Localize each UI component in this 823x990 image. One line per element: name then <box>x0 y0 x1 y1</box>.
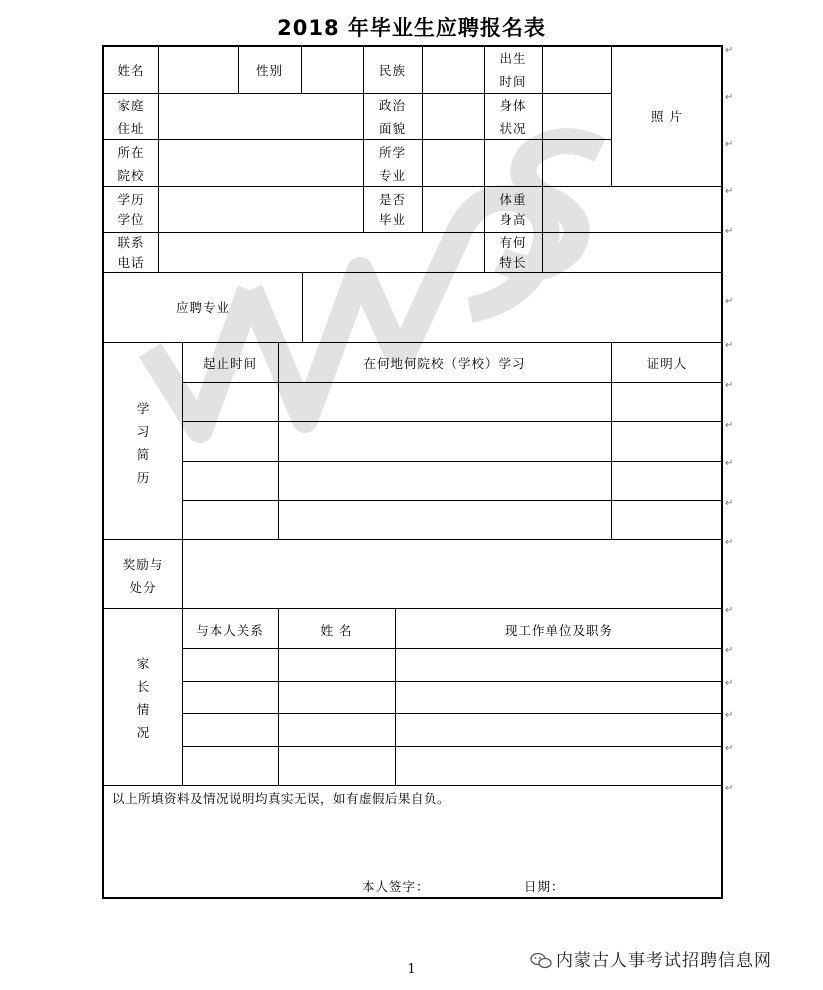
paragraph-mark: ↵ <box>725 498 734 509</box>
degree-field[interactable] <box>160 188 361 230</box>
paragraph-mark: ↵ <box>725 92 734 103</box>
ethnicity-label: 民族 <box>378 63 406 78</box>
major-label-line2: 专业 <box>378 168 406 183</box>
study-header-period: 起止时间 <box>202 356 257 371</box>
signature-label: 本人签字： <box>362 879 430 894</box>
paragraph-mark: ↵ <box>725 645 734 656</box>
ethnicity-field[interactable] <box>424 49 482 91</box>
political-label-line2: 面貌 <box>378 121 406 136</box>
paragraph-mark: ↵ <box>725 743 734 754</box>
home-label-line1: 家庭 <box>117 98 145 113</box>
health-label-line1: 身体 <box>499 98 527 113</box>
home-address-field[interactable] <box>160 95 361 137</box>
study-header-school: 在何地何院校（学校）学习 <box>363 356 526 371</box>
awards-field[interactable] <box>184 541 721 606</box>
paragraph-mark: ↵ <box>725 226 734 237</box>
bodyinfo-label-line1: 体重 <box>499 192 527 207</box>
family-row[interactable] <box>184 715 721 744</box>
paragraph-mark: ↵ <box>725 139 734 150</box>
date-field[interactable] <box>574 875 654 897</box>
family-header-relation: 与本人关系 <box>196 623 264 638</box>
photo-box[interactable] <box>613 49 721 184</box>
phone-field[interactable] <box>160 234 482 270</box>
birth-label-line2: 时间 <box>499 74 527 89</box>
bodyinfo-label-line2: 身高 <box>499 212 527 227</box>
name-field[interactable] <box>160 49 236 91</box>
skills-field[interactable] <box>544 234 721 270</box>
page-number: 1 <box>407 962 416 977</box>
study-row[interactable] <box>184 463 721 498</box>
paragraph-mark: ↵ <box>725 783 734 794</box>
apply-major-label: 应聘专业 <box>175 300 230 315</box>
health-field[interactable] <box>544 95 609 137</box>
signature-field[interactable] <box>434 875 514 897</box>
apply-major-field[interactable] <box>304 274 721 340</box>
school-label-line1: 所在 <box>117 145 145 160</box>
family-info-label: 家 长 情 况 <box>136 656 150 740</box>
phone-label-line2: 电话 <box>117 255 145 270</box>
gender-label: 性别 <box>255 63 283 78</box>
paragraph-mark: ↵ <box>725 45 734 56</box>
family-row[interactable] <box>184 650 721 679</box>
family-header-name: 姓 名 <box>320 623 353 638</box>
paragraph-mark: ↵ <box>725 380 734 391</box>
health-label-line2: 状况 <box>499 121 527 136</box>
name-label: 姓名 <box>117 63 145 78</box>
application-form-table <box>102 45 723 899</box>
skills-label-line1: 有何 <box>499 235 527 250</box>
graduate-label-line1: 是否 <box>378 192 406 207</box>
graduate-field[interactable] <box>424 188 482 230</box>
photo-label: 照 片 <box>651 109 683 124</box>
bodyinfo-field[interactable] <box>544 188 721 230</box>
birth-date-field[interactable] <box>544 49 609 91</box>
study-row[interactable] <box>184 384 721 419</box>
gender-field[interactable] <box>303 49 361 91</box>
school-label-line2: 院校 <box>117 168 145 183</box>
degree-label-line2: 学位 <box>117 212 145 227</box>
major-label-line1: 所学 <box>378 145 406 160</box>
skills-label-line2: 特长 <box>499 255 527 270</box>
paragraph-mark: ↵ <box>725 420 734 431</box>
awards-label-line2: 处分 <box>129 580 157 595</box>
degree-label-line1: 学历 <box>117 192 145 207</box>
paragraph-mark: ↵ <box>725 710 734 721</box>
family-header-employer: 现工作单位及职务 <box>504 623 613 638</box>
study-header-witness: 证明人 <box>646 356 688 371</box>
family-row[interactable] <box>184 683 721 711</box>
paragraph-mark: ↵ <box>725 186 734 197</box>
form-title: 2018 年毕业生应聘报名表 <box>277 16 546 40</box>
graduate-label-line2: 毕业 <box>378 212 406 227</box>
source-brand: 内蒙古人事考试招聘信息网 <box>530 946 772 971</box>
declaration-text: 以上所填资料及情况说明均真实无误，如有虚假后果自负。 <box>112 791 451 806</box>
paragraph-mark: ↵ <box>725 340 734 351</box>
major-field[interactable] <box>424 141 609 184</box>
study-row[interactable] <box>184 502 721 537</box>
paragraph-mark: ↵ <box>725 537 734 548</box>
school-field[interactable] <box>160 141 361 184</box>
study-row[interactable] <box>184 423 721 459</box>
paragraph-mark: ↵ <box>725 458 734 469</box>
study-history-label: 学 习 简 历 <box>136 401 150 485</box>
phone-label-line1: 联系 <box>117 235 145 250</box>
family-row[interactable] <box>184 748 721 783</box>
political-field[interactable] <box>424 95 482 137</box>
date-label: 日期： <box>524 879 565 894</box>
home-label-line2: 住址 <box>117 121 145 136</box>
paragraph-mark: ↵ <box>725 605 734 616</box>
awards-label-line1: 奖励与 <box>122 557 164 572</box>
birth-label-line1: 出生 <box>499 51 527 66</box>
paragraph-mark: ↵ <box>725 678 734 689</box>
political-label-line1: 政治 <box>378 98 406 113</box>
paragraph-mark: ↵ <box>725 296 734 307</box>
